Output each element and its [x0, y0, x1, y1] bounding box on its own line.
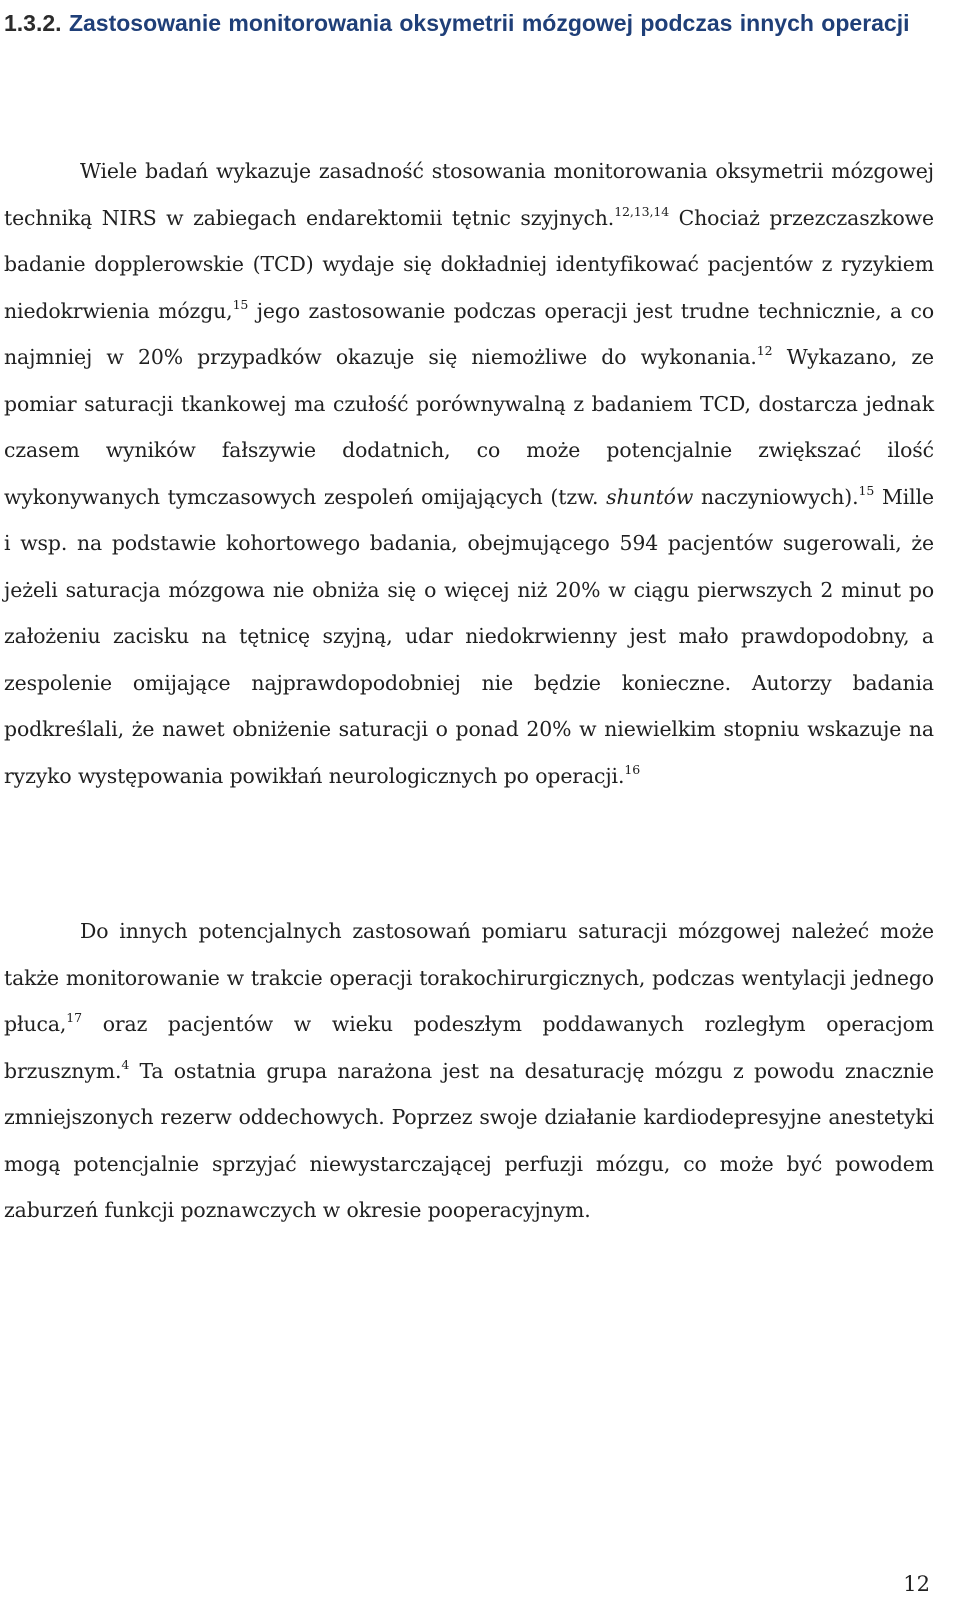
paragraph-2 — [4, 908, 934, 1234]
paragraph-2-text-2: oraz pacjentów w wieku podeszłym poddawanych rozległym operacjom brzusznym. — [4, 1012, 934, 1083]
paragraph-1-text-2: Chociaż przezczaszkowe badanie dopplerowskie (TCD) wydaje się dokładniej identyfikować pacjentów z ryzykiem niedokrwienia mózgu, — [4, 205, 934, 323]
citation-superscript: 15 — [858, 482, 875, 498]
paragraph-2-text-1: Do innych potencjalnych zastosowań pomiaru saturacji mózgowej należeć może także monitorowanie w trakcie operacji torakochirurgicznych, podczas wentylacji jednego płuca, — [4, 919, 934, 1036]
paragraph-1-text-4: Wykazano, ze pomiar saturacji tkankowej ma czułość porównywalną z badaniem TCD, dostarcza jednak czasem wyników fałszywie dodatnich, co może potencjalnie zwiększać ilość wykonywanych tymczasowych zespoleń omijających (tzw. — [4, 345, 934, 509]
citation-superscript: 17 — [66, 1010, 82, 1026]
citation-superscript: 12 — [756, 343, 773, 359]
paragraph-1 — [4, 148, 934, 799]
section-heading — [4, 0, 939, 46]
section-title: Zastosowanie monitorowania oksymetrii mózgowej podczas innych operacji — [68, 10, 910, 36]
citation-superscript: 15 — [232, 296, 249, 312]
paragraph-2-text-3: Ta ostatnia grupa narażona jest na desaturację mózgu z powodu znacznie zmniejszonych rezerw oddechowych. Poprzez swoje działanie kardiodepresyjne anestetyki mogą potencjalnie sprzyjać niewystarczającej perfuzji mózgu, co może być powodem zaburzeń funkcji poznawczych w okresie pooperacyjnym. — [4, 1058, 934, 1222]
paragraph-1-text-6: Mille i wsp. na podstawie kohortowego badania, obejmującego 594 pacjentów sugerowali, że jeżeli saturacja mózgowa nie obniża się o więcej niż 20% w ciągu pierwszych 2 minut po założeniu zacisku na tętnicę szyjną, udar niedokrwienny jest mało prawdopodobny, a zespolenie omijające najprawdopodobniej nie będzie konieczne. Autorzy badania podkreślali, że nawet obniżenie saturacji o ponad 20% w niewielkim stopniu wskazuje na ryzyko występowania powikłań neurologicznych po operacji. — [4, 484, 934, 788]
italic-term: shuntów — [606, 484, 694, 509]
page-number: 12 — [903, 1572, 930, 1596]
paragraph-1-text-5: naczyniowych). — [693, 484, 859, 509]
paragraph-1-text-3: jego zastosowanie podczas operacji jest trudne technicznie, a co najmniej w 20% przypadków okazuje się niemożliwe do wykonania. — [4, 298, 934, 369]
citation-superscript: 16 — [624, 761, 641, 777]
section-number: 1.3.2. — [4, 10, 62, 36]
citation-superscript: 12,13,14 — [614, 203, 670, 219]
citation-superscript: 4 — [121, 1056, 130, 1072]
paragraph-1-text-1: Wiele badań wykazuje zasadność stosowania monitorowania oksymetrii mózgowej techniką NIRS w zabiegach endarektomii tętnic szyjnych. — [4, 159, 934, 230]
